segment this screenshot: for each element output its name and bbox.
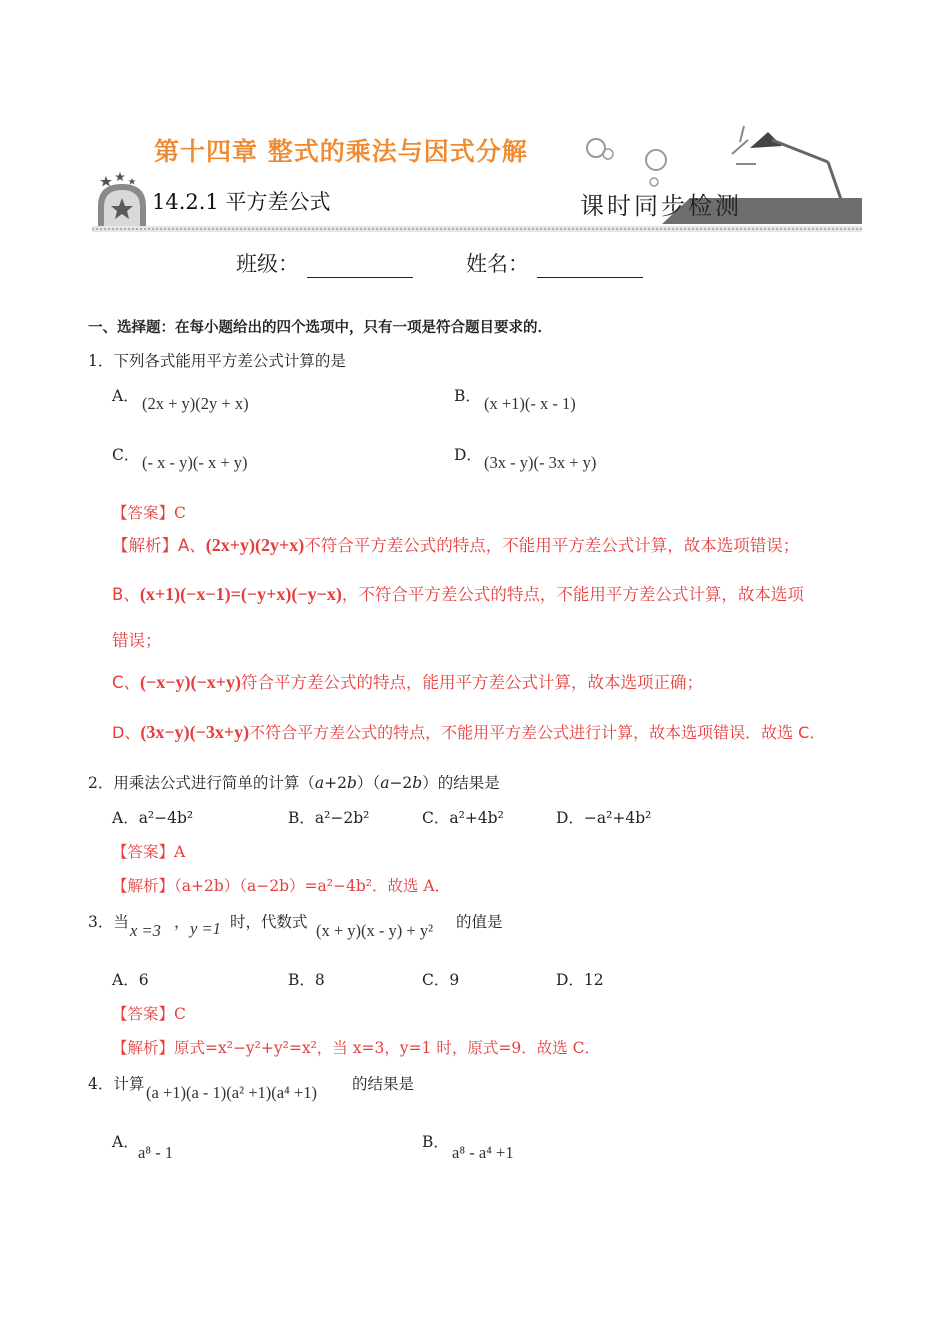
- class-field: [236, 248, 413, 278]
- q2-stem: [88, 771, 500, 793]
- page-header: [92, 118, 862, 238]
- q3-opt-c: C．9: [422, 971, 460, 989]
- q2-opt-b: B．a²−2b²: [288, 809, 370, 827]
- q3-expr: (x + y)(x - y) + y²: [316, 921, 434, 940]
- q3-stem-suffix: 的值是: [456, 913, 503, 931]
- name-label: 姓名：: [466, 252, 529, 276]
- q1-opt-b: (x +1)(- x - 1): [484, 394, 576, 413]
- q2-opt-a: A．a²−4b²: [112, 809, 194, 827]
- q2-stem-var: a: [314, 774, 325, 792]
- q1-stem: 1．下列各式能用平方差公式计算的是: [88, 352, 346, 370]
- q1-explanation-b: [112, 581, 804, 605]
- q3-cond-y: y =1: [190, 919, 221, 938]
- q1-opt-b-label: B．: [454, 387, 481, 405]
- q3-answer: 【答案】C: [112, 1005, 186, 1023]
- q4-stem-prefix: 4．计算: [88, 1075, 145, 1093]
- chapter-title: 第十四章 整式的乘法与因式分解: [154, 137, 528, 166]
- star-badge-icon: [92, 172, 152, 232]
- q2-stem-op: +2: [324, 774, 347, 792]
- q3-cond-x: x =3: [130, 921, 161, 940]
- q2-stem-suffix: ）的结果是: [422, 774, 500, 792]
- q4-opt-b-label: B．: [422, 1133, 449, 1151]
- q1-opt-c: (- x - y)(- x + y): [142, 453, 248, 472]
- q4-expr: (a +1)(a - 1)(a² +1)(a⁴ +1): [146, 1083, 317, 1102]
- q1-exp-a-math: (2x+y)(2y+x): [205, 535, 305, 555]
- q1-exp-a-text: 不符合平方差公式的特点，不能用平方差公式计算，故本选项错误；: [304, 536, 800, 555]
- q2-explanation: 【解析】（a+2b）（a−2b）=a²−4b²．故选 A．: [112, 877, 451, 895]
- q1-explanation-c: [112, 669, 703, 693]
- q2-stem-mid: ）（: [356, 774, 381, 792]
- q3-opt-b: B．8: [288, 971, 325, 989]
- name-field: [466, 248, 643, 278]
- q2-stem-var: b: [412, 774, 423, 792]
- section-title: 14.2.1 平方差公式: [152, 190, 331, 214]
- name-blank[interactable]: [537, 255, 643, 278]
- q1-answer: 【答案】C: [112, 504, 186, 522]
- q3-sep: ，: [174, 913, 190, 931]
- q1-opt-d: (3x - y)(- 3x + y): [484, 453, 597, 472]
- q2-opt-d: D．−a²+4b²: [556, 809, 652, 827]
- q2-stem-var: b: [346, 774, 357, 792]
- q1-explanation-b-cont: 错误；: [112, 631, 162, 650]
- q1-exp-c-math: (−x−y)(−x+y): [140, 672, 242, 692]
- q1-explanation-a: [112, 532, 799, 556]
- q1-exp-c-text: 符合平方差公式的特点，能用平方差公式计算，故本选项正确；: [241, 673, 704, 692]
- q1-exp-d-math: (3x−y)(−3x+y): [140, 722, 250, 742]
- q1-opt-d-label: D．: [454, 446, 482, 464]
- q2-opt-c: C．a²+4b²: [422, 809, 504, 827]
- q1-opt-a: (2x + y)(2y + x): [142, 394, 249, 413]
- q1-exp-b-text: ，不符合平方差公式的特点，不能用平方差公式计算，故本选项: [341, 585, 804, 604]
- q4-opt-b: a⁸ - a⁴ +1: [452, 1143, 514, 1162]
- q1-explanation-d: [112, 720, 825, 743]
- tagline: 课时同步检测: [580, 192, 742, 220]
- q4-stem-suffix: 的结果是: [352, 1075, 415, 1093]
- q3-stem-mid: 时，代数式: [230, 913, 308, 931]
- q1-exp-c-prefix: C、: [112, 673, 141, 692]
- q3-opt-d: D．12: [556, 971, 604, 989]
- class-blank[interactable]: [307, 255, 413, 278]
- q4-opt-a-label: A．: [112, 1133, 139, 1151]
- q3-explanation: 【解析】原式=x²−y²+y²=x²，当 x=3，y=1 时，原式=9．故选 C．: [112, 1039, 600, 1057]
- class-label: 班级：: [236, 252, 299, 276]
- q2-stem-prefix: 2．用乘法公式进行简单的计算（: [88, 774, 315, 792]
- q3-opt-a: A．6: [112, 971, 149, 989]
- q2-stem-op: −2: [389, 774, 413, 792]
- q2-answer: 【答案】A: [112, 843, 186, 861]
- q1-exp-b-math: (x+1)(−x−1)=(−y+x)(−y−x): [139, 584, 342, 604]
- q2-stem-var: a: [380, 774, 390, 792]
- q1-opt-c-label: C．: [112, 446, 140, 464]
- q3-stem-prefix: 3．当: [88, 913, 129, 931]
- q1-opt-a-label: A．: [112, 387, 139, 405]
- q1-exp-b-prefix: B、: [112, 585, 140, 604]
- q4-opt-a: a⁸ - 1: [138, 1143, 174, 1162]
- header-divider: [92, 226, 862, 232]
- q1-exp-d-text: 不符合平方差公式的特点，不能用平方差公式进行计算，故本选项错误．故选 C．: [249, 723, 826, 742]
- q1-exp-d-prefix: D、: [112, 723, 141, 742]
- section-heading: 一、选择题：在每小题给出的四个选项中，只有一项是符合题目要求的．: [88, 320, 552, 336]
- q1-exp-a-prefix: 【解析】A、: [112, 536, 206, 555]
